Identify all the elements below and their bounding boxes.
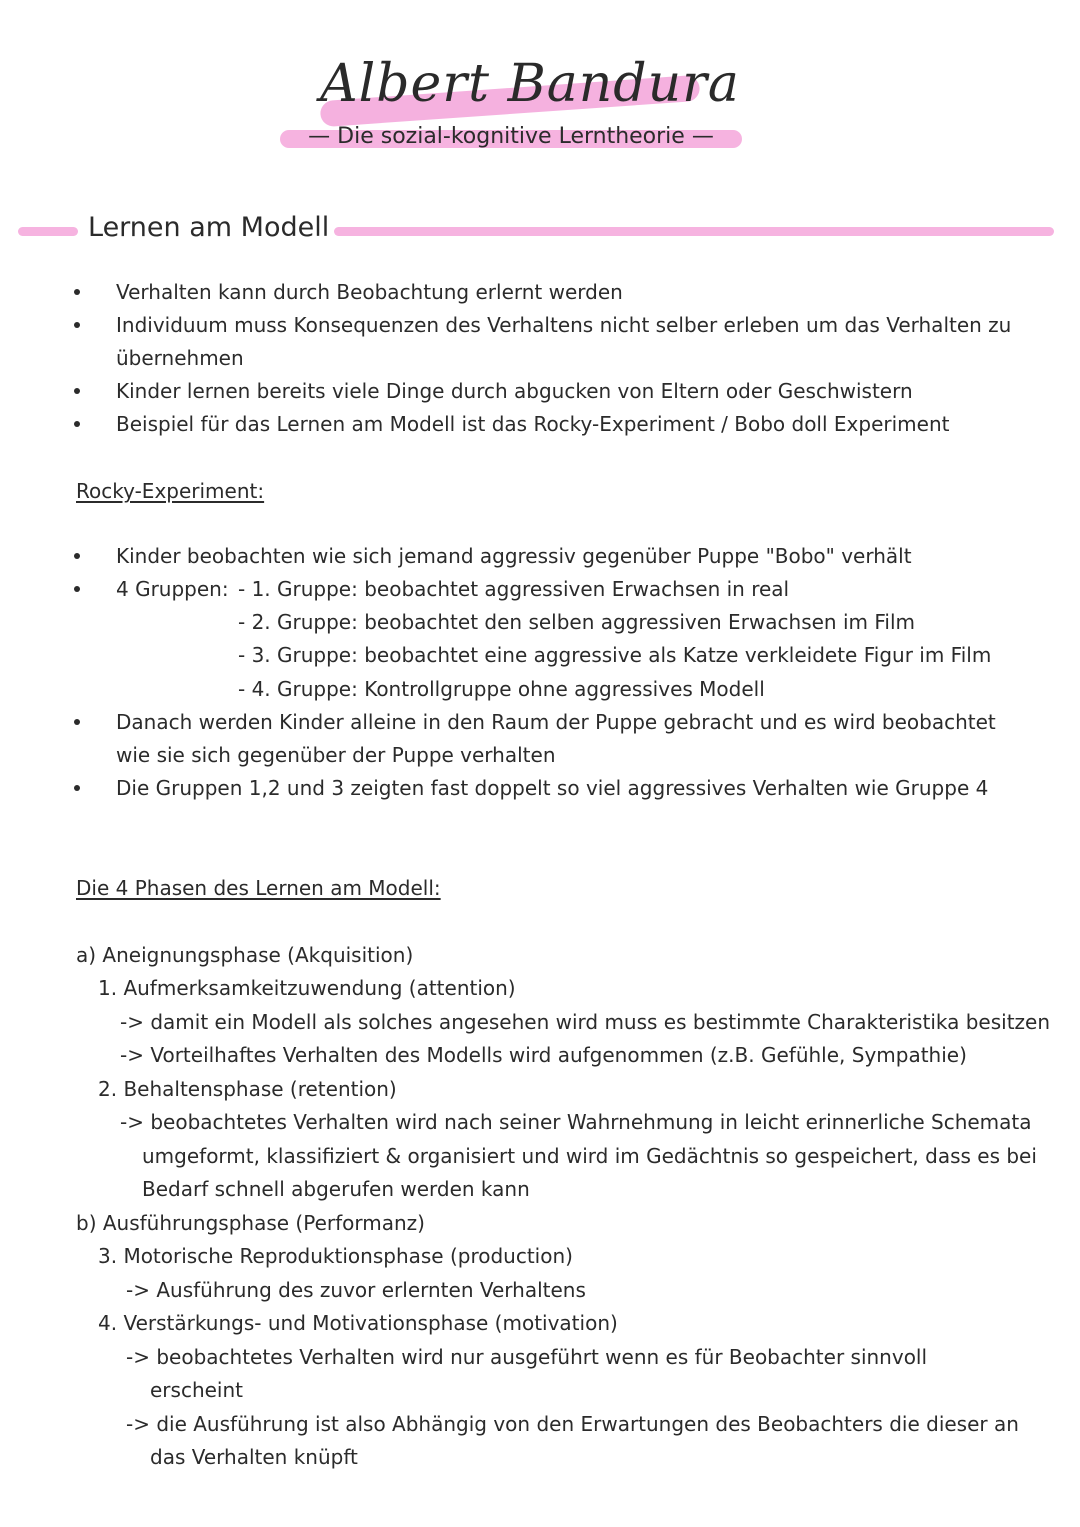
intro-bullet-3: Kinder lernen bereits viele Dinge durch abgucken von Eltern oder Geschwistern	[116, 379, 913, 403]
intro-bullet-1: Verhalten kann durch Beobachtung erlernt werden	[116, 280, 623, 304]
bullet-icon	[74, 785, 80, 791]
phase-3: 3. Motorische Reproduktionsphase (production)	[98, 1244, 573, 1268]
rocky-group-2: - 2. Gruppe: beobachtet den selben aggressiven Erwachsen im Film	[238, 610, 916, 634]
bullet-icon	[74, 719, 80, 725]
rocky-line-1: Kinder beobachten wie sich jemand aggressiv gegenüber Puppe "Bobo" verhält	[116, 544, 912, 568]
intro-bullet-2: Individuum muss Konsequenzen des Verhaltens nicht selber erleben um das Verhalten zu	[116, 313, 1012, 337]
bullet-icon	[74, 322, 80, 328]
section-divider-left	[18, 227, 78, 236]
bullet-icon	[74, 553, 80, 559]
intro-bullet-2-cont: übernehmen	[116, 346, 244, 370]
phase-1-point-b: -> Vorteilhaftes Verhalten des Modells wird aufgenommen (z.B. Gefühle, Sympathie)	[120, 1043, 967, 1067]
intro-bullet-4: Beispiel für das Lernen am Modell ist das Rocky-Experiment / Bobo doll Experiment	[116, 412, 950, 436]
rocky-heading: Rocky-Experiment:	[76, 479, 265, 503]
phase-4-point-b-cont: das Verhalten knüpft	[150, 1445, 358, 1469]
phase-a: a) Aneignungsphase (Akquisition)	[76, 943, 414, 967]
section-title: Lernen am Modell	[88, 212, 330, 243]
bullet-icon	[74, 289, 80, 295]
phase-b: b) Ausführungsphase (Performanz)	[76, 1211, 425, 1235]
rocky-line-3: Danach werden Kinder alleine in den Raum der Puppe gebracht und es wird beobachtet	[116, 710, 996, 734]
bullet-icon	[74, 421, 80, 427]
phase-2-point-b: umgeformt, klassifiziert & organisiert und wird im Gedächtnis so gespeichert, dass es bei	[142, 1144, 1037, 1168]
section-divider-right	[334, 227, 1054, 236]
phase-4: 4. Verstärkungs- und Motivationsphase (motivation)	[98, 1311, 618, 1335]
phase-1-point-a: -> damit ein Modell als solches angesehen wird muss es bestimmte Charakteristika besitzen	[120, 1010, 1051, 1034]
phase-3-point-a: -> Ausführung des zuvor erlernten Verhaltens	[126, 1278, 586, 1302]
rocky-groups-label: 4 Gruppen:	[116, 577, 229, 601]
bullet-icon	[74, 586, 80, 592]
rocky-group-4: - 4. Gruppe: Kontrollgruppe ohne aggressives Modell	[238, 677, 765, 701]
rocky-group-3: - 3. Gruppe: beobachtet eine aggressive als Katze verkleidete Figur im Film	[238, 643, 992, 667]
phase-4-point-b: -> die Ausführung ist also Abhängig von den Erwartungen des Beobachters die dieser an	[126, 1412, 1019, 1436]
header	[280, 48, 760, 158]
rocky-line-3-cont: wie sie sich gegenüber der Puppe verhalten	[116, 743, 556, 767]
page-subtitle: — Die sozial-kognitive Lerntheorie —	[308, 124, 714, 149]
phase-2-point-c: Bedarf schnell abgerufen werden kann	[142, 1177, 530, 1201]
bullet-icon	[74, 388, 80, 394]
rocky-group-1: - 1. Gruppe: beobachtet aggressiven Erwachsen in real	[238, 577, 790, 601]
phase-1: 1. Aufmerksamkeitzuwendung (attention)	[98, 976, 516, 1000]
phase-2: 2. Behaltensphase (retention)	[98, 1077, 397, 1101]
phase-2-point-a: -> beobachtetes Verhalten wird nach seiner Wahrnehmung in leicht erinnerliche Schemata	[120, 1110, 1032, 1134]
phase-4-point-a: -> beobachtetes Verhalten wird nur ausgeführt wenn es für Beobachter sinnvoll	[126, 1345, 928, 1369]
phases-heading: Die 4 Phasen des Lernen am Modell:	[76, 876, 441, 900]
rocky-line-4: Die Gruppen 1,2 und 3 zeigten fast doppelt so viel aggressives Verhalten wie Gruppe 4	[116, 776, 989, 800]
phase-4-point-a-cont: erscheint	[150, 1378, 243, 1402]
page-title: Albert Bandura	[320, 54, 740, 114]
